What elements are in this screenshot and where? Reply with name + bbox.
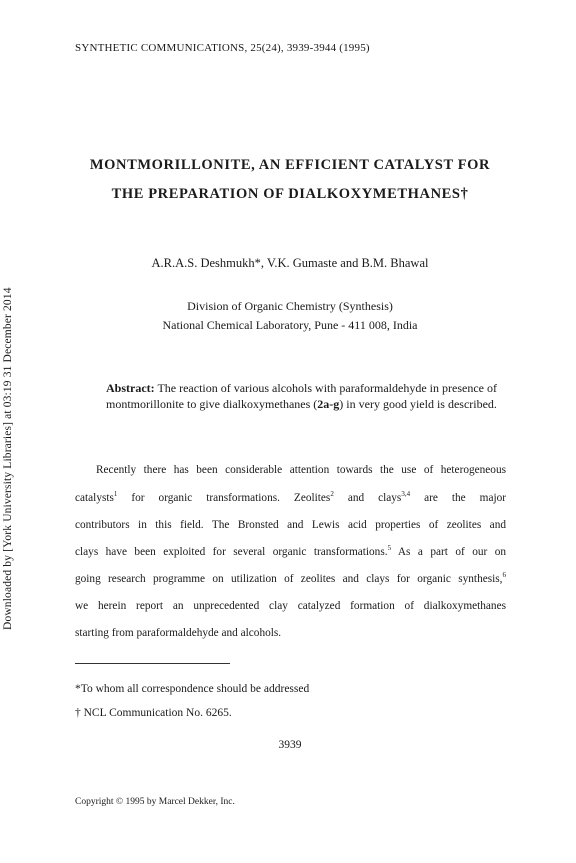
footnote-correspondence: *To whom all correspondence should be addressed xyxy=(75,683,310,695)
abstract xyxy=(106,380,506,412)
body-line-2-b: for organic transformations. Zeolites xyxy=(117,492,331,504)
body-line-4-a: clays have been exploited for several organic transformations. xyxy=(75,546,388,558)
body-line-4 xyxy=(75,546,506,558)
download-watermark xyxy=(0,0,18,863)
footnote-divider xyxy=(75,663,230,664)
abstract-text-1: The reaction of various alcohols with paraformaldehyde in presence of montmorillonite to give dialkoxymethanes ( xyxy=(106,381,497,411)
page-number: 3939 xyxy=(278,739,302,751)
body-line-6: we herein report an unprecedented clay catalyzed formation of dialkoxymethanes xyxy=(75,600,506,612)
body-line-1-text: Recently there has been considerable attention towards the use of heterogeneous xyxy=(96,464,506,476)
citation-3-4: 3,4 xyxy=(401,490,411,499)
author-list: A.R.A.S. Deshmukh*, V.K. Gumaste and B.M. Bhawal xyxy=(151,256,429,270)
affiliation-line-1: Division of Organic Chemistry (Synthesis) xyxy=(187,299,393,313)
body-line-4-b: As a part of our on xyxy=(391,546,506,558)
body-line-2 xyxy=(75,492,506,504)
journal-header: SYNTHETIC COMMUNICATIONS, 25(24), 3939-3944 (1995) xyxy=(75,42,370,54)
affiliation-line-2: National Chemical Laboratory, Pune - 411 008, India xyxy=(162,318,418,332)
citation-2: 2 xyxy=(330,490,334,499)
body-line-1 xyxy=(96,464,506,476)
body-line-3: contributors in this field. The Bronsted and Lewis acid properties of zeolites and xyxy=(75,519,506,531)
citation-1: 1 xyxy=(113,490,118,499)
body-line-2-d: are the major xyxy=(410,492,507,504)
copyright-notice: Copyright © 1995 by Marcel Dekker, Inc. xyxy=(75,797,235,807)
abstract-text-2: ) in very good yield is described. xyxy=(339,397,497,411)
body-line-2-a: catalysts xyxy=(75,492,114,504)
citation-6: 6 xyxy=(502,571,506,580)
download-watermark-text: Downloaded by [York University Libraries] at 03:19 31 December 2014 xyxy=(2,287,14,630)
body-line-5-a: going research programme on utilization of zeolites and clays for organic synthesis, xyxy=(75,573,503,585)
abstract-label: Abstract: xyxy=(106,381,155,395)
footnote-ncl: † NCL Communication No. 6265. xyxy=(75,707,232,719)
citation-5: 5 xyxy=(387,544,392,553)
body-line-7: starting from paraformaldehyde and alcohols. xyxy=(75,627,282,639)
body-line-2-c: and clays xyxy=(333,492,402,504)
body-line-5 xyxy=(75,573,506,585)
paper-title-line-1: MONTMORILLONITE, AN EFFICIENT CATALYST FOR xyxy=(89,157,491,173)
abstract-compound: 2a-g xyxy=(317,397,340,411)
paper-title-line-2: THE PREPARATION OF DIALKOXYMETHANES† xyxy=(111,186,469,202)
